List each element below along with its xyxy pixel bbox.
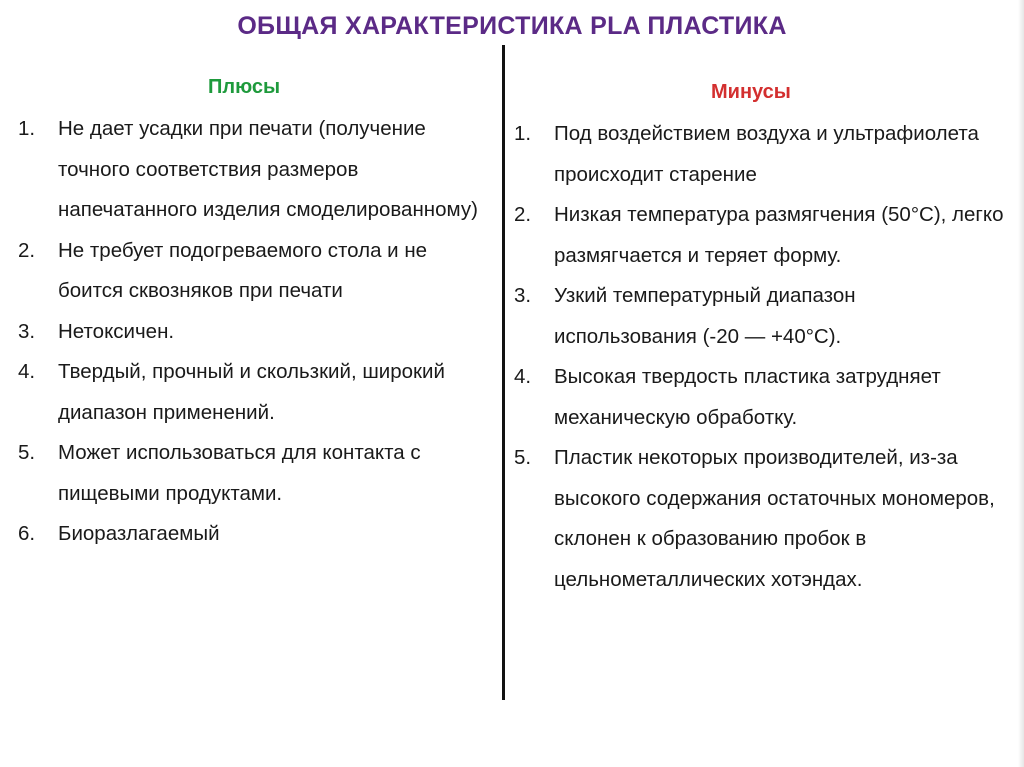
slide-title: ОБЩАЯ ХАРАКТЕРИСТИКА PLA ПЛАСТИКА bbox=[237, 12, 787, 40]
item-number: 3. bbox=[18, 319, 36, 343]
item-number: 2. bbox=[514, 203, 532, 226]
cons-column bbox=[514, 81, 1004, 600]
column-divider bbox=[502, 45, 505, 700]
cons-heading: Минусы bbox=[711, 81, 791, 103]
list-item bbox=[514, 114, 1004, 195]
list-item bbox=[514, 276, 1004, 357]
item-text: Пластик некоторых производителей, из-за высокого содержания остаточных мономеров, склонен к образованию пробок в цельнометаллических хотэндах. bbox=[554, 446, 995, 591]
item-number: 1. bbox=[18, 117, 36, 140]
pros-list bbox=[18, 109, 488, 555]
item-text: Под воздействием воздуха и ультрафиолета происходит старение bbox=[554, 122, 979, 186]
item-text: Высокая твердость пластика затрудняет механическую обработку. bbox=[554, 365, 941, 429]
list-item bbox=[18, 231, 488, 312]
pros-column bbox=[18, 76, 488, 555]
item-number: 3. bbox=[514, 284, 532, 307]
item-text: Может использоваться для контакта с пищевыми продуктами. bbox=[58, 441, 421, 505]
item-number: 4. bbox=[514, 365, 532, 388]
list-item bbox=[18, 433, 488, 514]
item-number: 2. bbox=[18, 238, 36, 262]
item-number: 5. bbox=[18, 441, 36, 464]
list-item bbox=[18, 312, 488, 353]
list-item bbox=[514, 438, 1004, 600]
list-item bbox=[514, 357, 1004, 438]
list-item bbox=[514, 195, 1004, 276]
slide-edge-shadow bbox=[1018, 0, 1024, 767]
item-number: 1. bbox=[514, 122, 532, 145]
list-item bbox=[18, 352, 488, 433]
item-number: 4. bbox=[18, 360, 36, 383]
item-text: Низкая температура размягчения (50°С), легко размягчается и теряет форму. bbox=[554, 203, 1004, 267]
list-item bbox=[18, 109, 488, 231]
cons-list bbox=[514, 114, 1004, 600]
item-text: Не дает усадки при печати (получение точного соответствия размеров напечатанного изделия смоделированному) bbox=[58, 117, 478, 221]
item-number: 6. bbox=[18, 522, 36, 545]
item-text: Твердый, прочный и скользкий, широкий диапазон применений. bbox=[58, 360, 445, 424]
item-text: Узкий температурный диапазон использования (-20 — +40°С). bbox=[554, 284, 856, 348]
item-number: 5. bbox=[514, 446, 532, 469]
list-item bbox=[18, 514, 488, 555]
pros-heading: Плюсы bbox=[208, 76, 281, 98]
item-text: Нетоксичен. bbox=[58, 319, 175, 343]
item-text: Биоразлагаемый bbox=[58, 522, 220, 545]
item-text: Не требует подогреваемого стола и не боится сквозняков при печати bbox=[58, 238, 428, 302]
